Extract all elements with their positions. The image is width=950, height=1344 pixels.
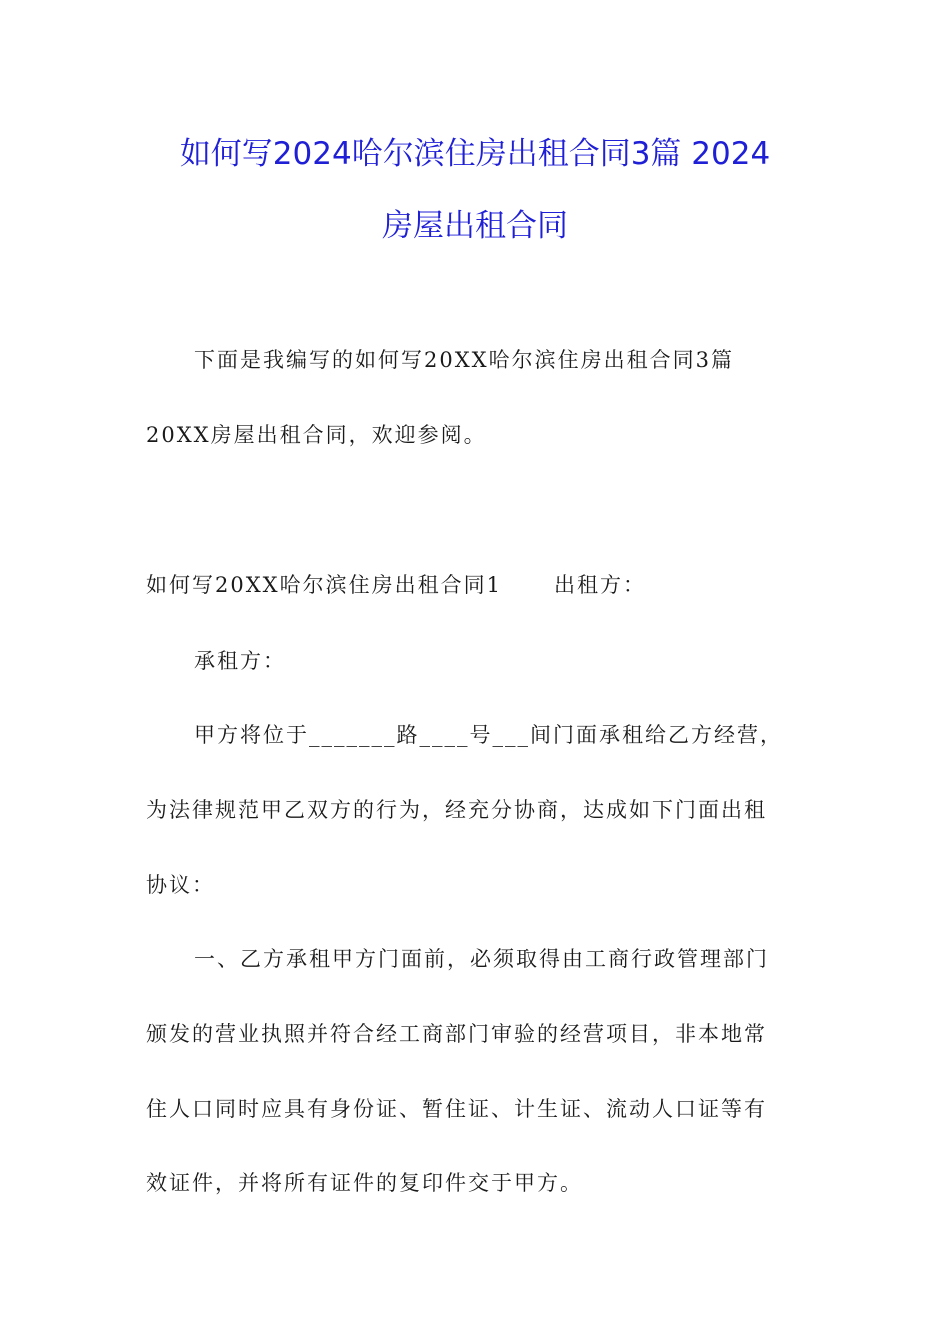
- para2-line-3: 住人口同时应具有身份证、暂住证、计生证、流动人口证等有: [146, 1097, 767, 1121]
- intro-line-1: 下面是我编写的如何写20XX哈尔滨住房出租合同3篇: [194, 348, 734, 372]
- intro-line-2: 20XX房屋出租合同，欢迎参阅。: [146, 423, 487, 447]
- para1-line-3: 协议：: [146, 873, 215, 897]
- para1-line-2: 为法律规范甲乙双方的行为，经充分协商，达成如下门面出租: [146, 798, 767, 822]
- para1-line-1: 甲方将位于_______路____号___间门面承租给乙方经营，: [194, 723, 783, 747]
- para2-line-4: 效证件，并将所有证件的复印件交于甲方。: [146, 1171, 583, 1195]
- section-heading-line: [146, 572, 646, 598]
- para2-line-2: 颁发的营业执照并符合经工商部门审验的经营项目，非本地常: [146, 1022, 767, 1046]
- lessor-label: 出租方：: [553, 573, 646, 597]
- section-heading: 如何写20XX哈尔滨住房出租合同1: [146, 573, 502, 597]
- lessee-label: 承租方：: [194, 649, 286, 673]
- document-title-line-1: 如何写2024哈尔滨住房出租合同3篇 2024: [179, 136, 771, 172]
- document-title-line-2: 房屋出租合同: [382, 208, 568, 244]
- para2-line-1: 一、乙方承租甲方门面前，必须取得由工商行政管理部门: [194, 947, 769, 971]
